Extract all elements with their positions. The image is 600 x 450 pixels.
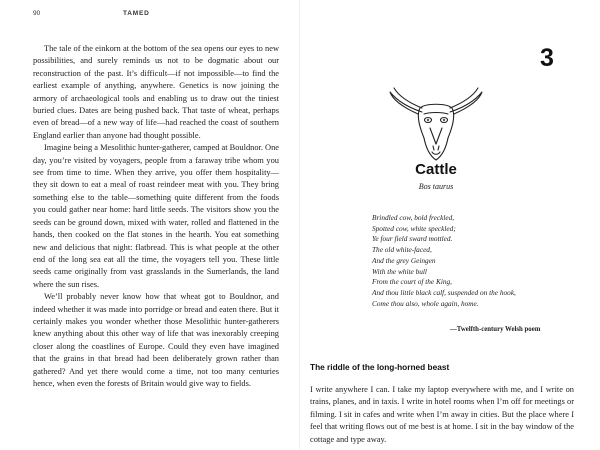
poem-line: And thou little black calf, suspended on the hook, xyxy=(372,287,516,297)
paragraph: I write anywhere I can. I take my laptop everywhere with me, and I write on trains, planes, and in taxis. I write in hotel rooms when I’m off for meetings or filming. I sit in cafes and write when I’m away in cities. But the place where I feel that writing flows out of me best is at home. I sit in the bay window of the cottage and type away. xyxy=(310,385,574,444)
paragraph: Imagine being a Mesolithic hunter-gatherer, camped at Bouldnor. One day, you’re visited by voyagers, people from a faraway tribe whom you see from time to time. When they arrive, you offer them hospitality—they sit down to eat a meal of roast reindeer meat with you. They bring something else to the table—something quite different from the foods you could gather near home: hard little seeds. The visitors show you the seeds can be ground down, mixed with water, rolled and flattened in the hands, then cooked on the flat stones in the hearth. You eat something new and delicious that night: flatbread. This is what people at the other end of the long sea eat all the time, the voyagers tell you. These little seeds came originally from vast grasslands in the Sumerlands, the land where the sun rises. xyxy=(33,143,279,289)
poem-line: From the court of the King, xyxy=(372,277,452,287)
paragraph: The tale of the einkorn at the bottom of the sea opens our eyes to new possibilities, and surely reminds us not to be dogmatic about our reconstruction of the past. It’s difficult—if not impossible—to find the earliest example of anything, anywhere. Genetics is now joining the armory of archaeological tools and enabling us to draw out the tiniest buried clues. Dates are being pushed back. That taste of wheat, perhaps even of bread—of a new way of life—had reached the coast of southern England earlier than anyone had thought possible. xyxy=(33,44,279,140)
page-number: 90 xyxy=(33,10,41,17)
chapter-title: Cattle xyxy=(415,161,457,178)
body-text xyxy=(33,43,279,390)
cattle-skull-illustration xyxy=(386,86,486,166)
epigraph-poem xyxy=(372,213,542,309)
chapter-number: 3 xyxy=(540,44,554,72)
paragraph: We’ll probably never know how that wheat got to Bouldnor, and indeed whether it was made into porridge or bread and eaten there. But it certainly makes you wonder whether those Mesolithic hunter-gatherers knew anything about this other way of life that was inexorably creeping closer along the coastlines of Europe. Could they even have imagined that the grains in that bread had been deliberately grown rather than gathered? And yet there would come a time, not too many centuries hence, when even the forests of Britain would give way to fields. xyxy=(33,292,279,388)
poem-line: The old white-faced, xyxy=(372,245,432,255)
chapter-subtitle: Bos taurus xyxy=(418,182,454,191)
poem-attribution: —Twelfth-century Welsh poem xyxy=(450,326,541,333)
poem-line: Spotted cow, white speckled; xyxy=(372,223,456,233)
right-page xyxy=(300,0,600,450)
section-text xyxy=(310,384,574,446)
poem-line: And the grey Geingen xyxy=(372,255,436,265)
running-title: TAMED xyxy=(123,10,150,17)
section-heading: The riddle of the long-horned beast xyxy=(310,362,450,372)
running-head xyxy=(33,10,284,22)
poem-line: Ye four field sward mottled. xyxy=(372,234,453,244)
poem-line: Brindled cow, bold freckled, xyxy=(372,213,455,222)
poem-line: With the white bull xyxy=(372,266,427,276)
poem-line: Come thou also, whole again, home. xyxy=(372,298,479,308)
